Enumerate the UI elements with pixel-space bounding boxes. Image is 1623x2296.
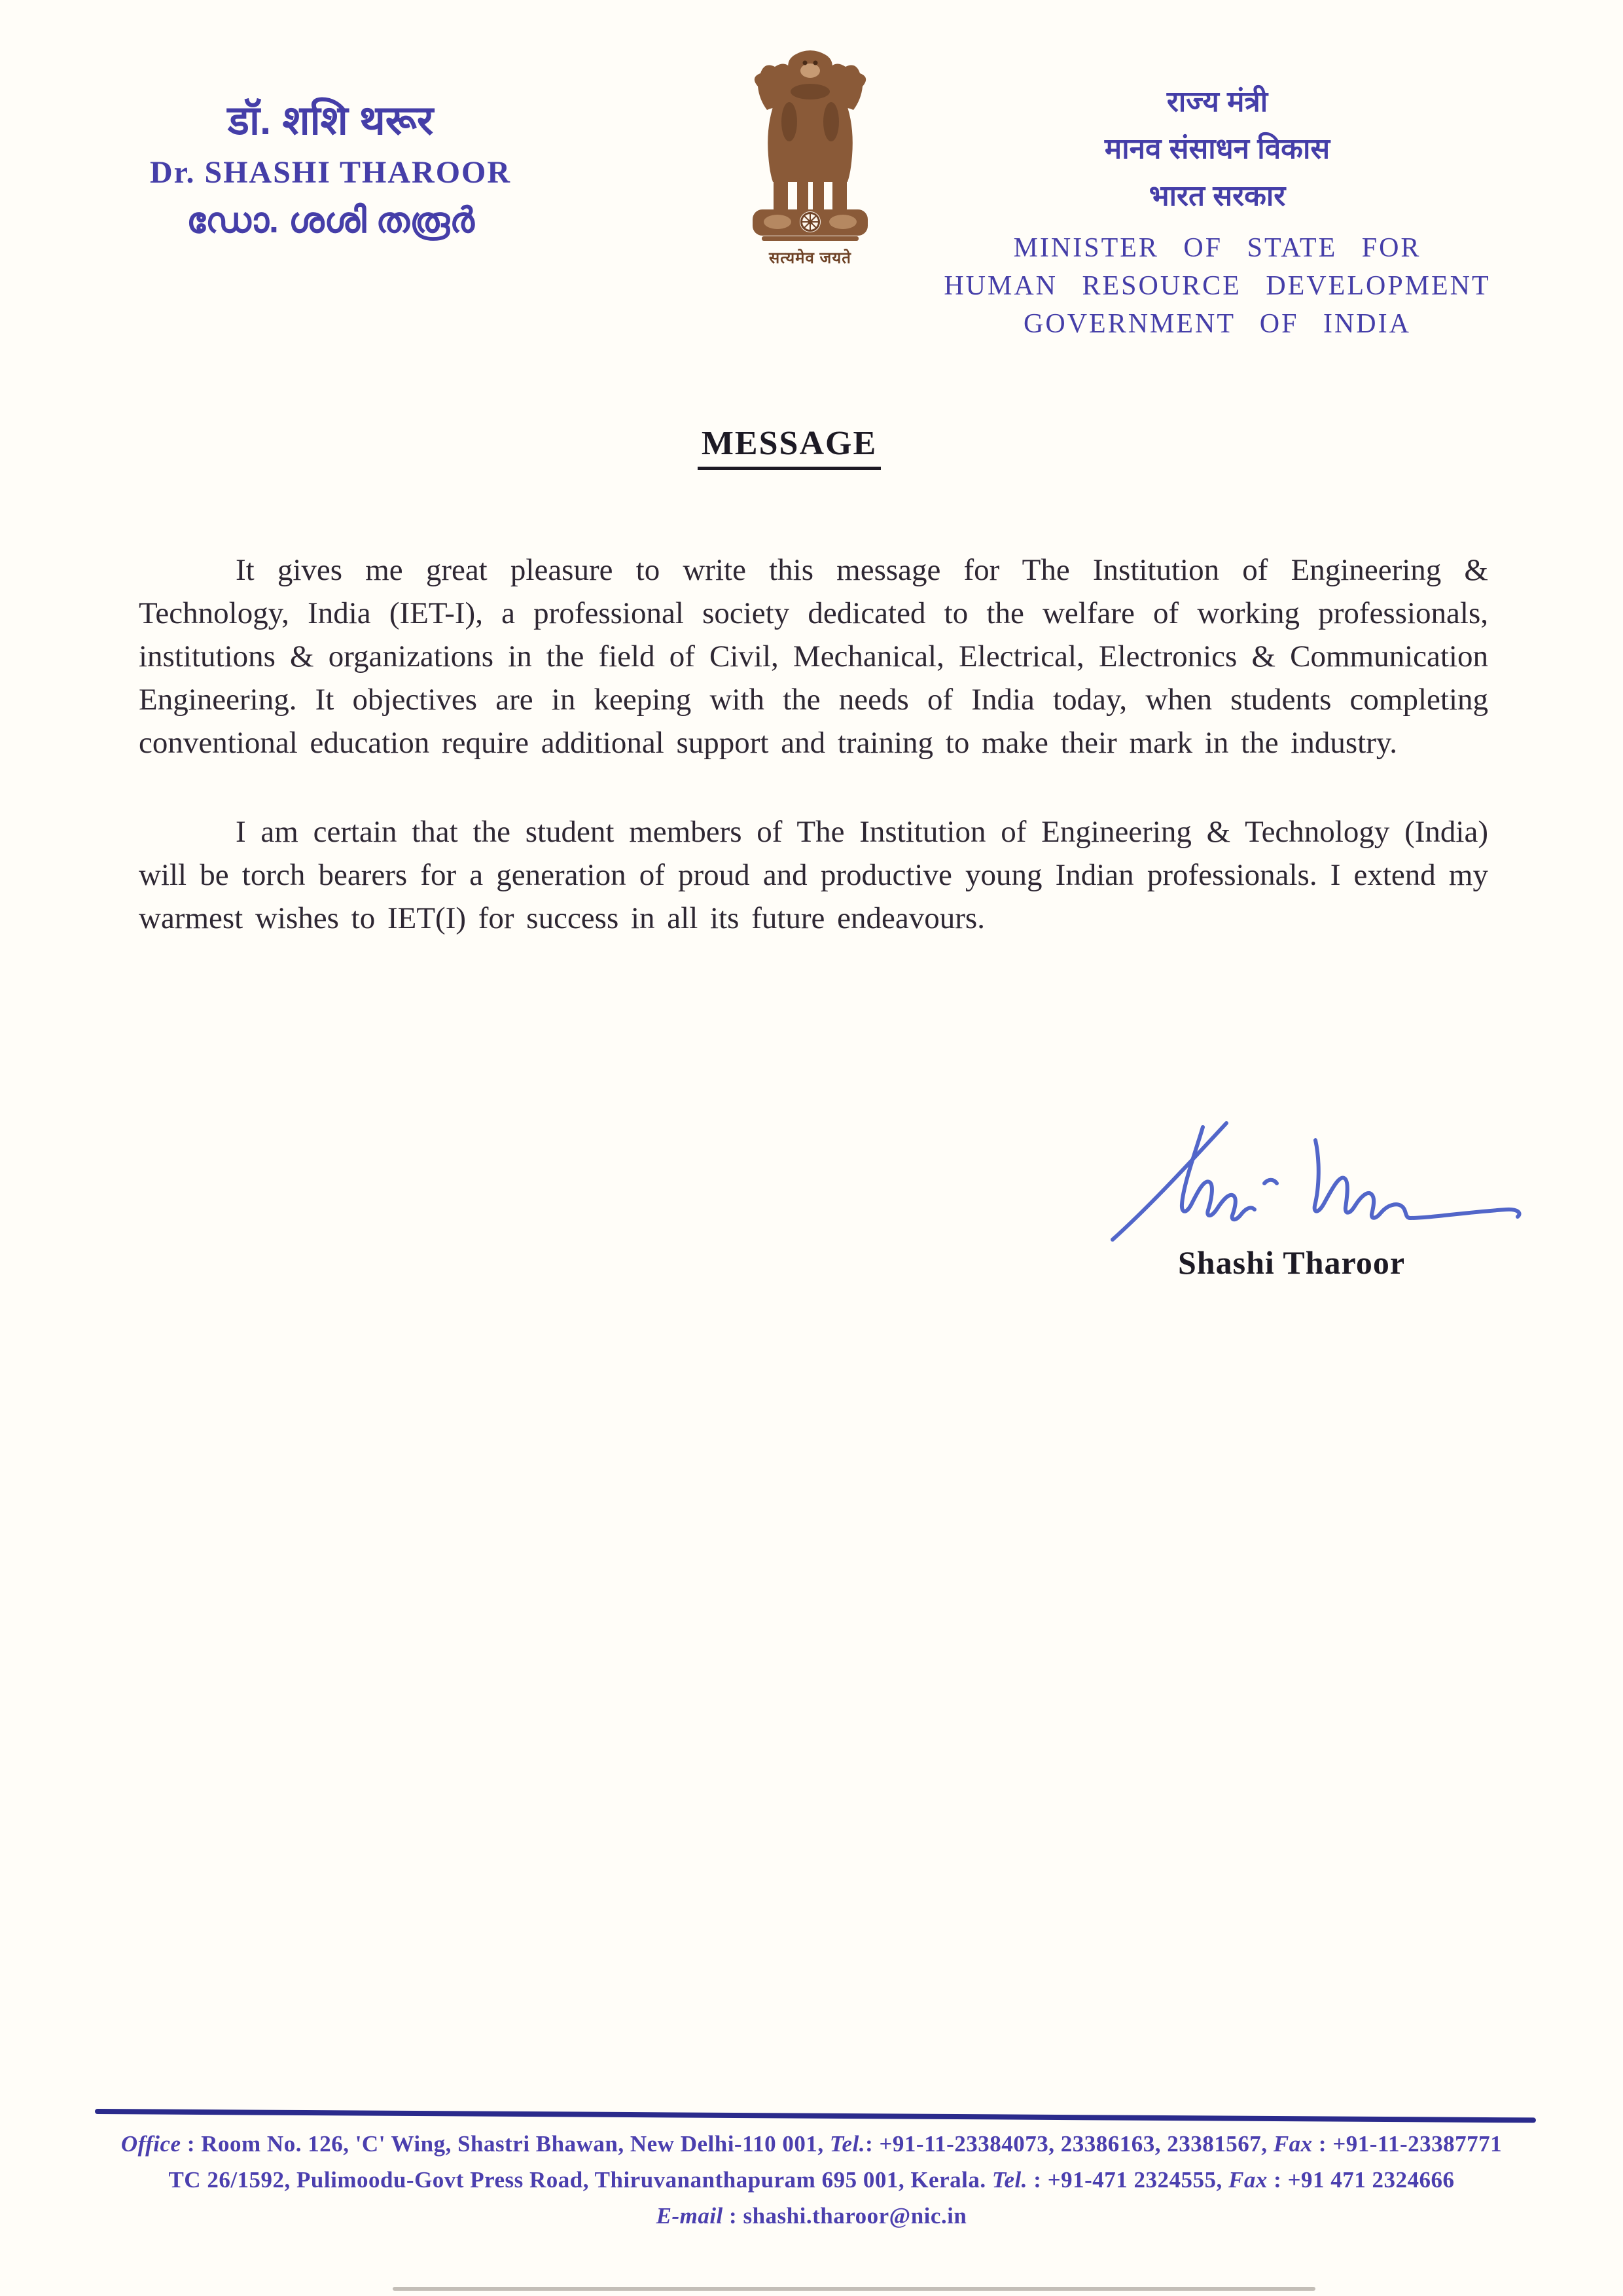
designation-hindi-line3: भारत सरकार <box>1149 180 1286 212</box>
footer-line-2 <box>0 2162 1623 2198</box>
fax-label: Fax <box>1273 2131 1313 2157</box>
signature-block <box>1099 1106 1558 1257</box>
fax-label-2: Fax <box>1228 2167 1268 2193</box>
name-malayalam: ഡോ. ശശി തരൂർ <box>187 201 474 240</box>
kerala-address: TC 26/1592, Pulimoodu-Govt Press Road, Thiruvananthapuram 695 001, Kerala. <box>168 2167 992 2193</box>
email-address: : shashi.tharoor@nic.in <box>722 2203 967 2229</box>
designation-hindi-line1: राज्य मंत्री <box>1166 86 1268 118</box>
designation-english <box>936 229 1499 343</box>
scan-artifact-line <box>393 2287 1315 2291</box>
footer-contact <box>0 2126 1623 2234</box>
signature-handwriting-icon <box>1099 1106 1544 1257</box>
footer-line-3 <box>0 2198 1623 2234</box>
tel-label: Tel. <box>829 2131 866 2157</box>
signatory-name: Shashi Tharoor <box>1178 1244 1406 1281</box>
letter-body <box>139 548 1488 986</box>
name-english: Dr. SHASHI THAROOR <box>149 155 512 190</box>
paragraph-2: I am certain that the student members of The Institution of Engineering & Technology (India) will be torch bearers for a generation of proud and productive young Indian professionals. I extend my warmest wishes to IET(I) for success in all its future endeavours. <box>139 815 1488 935</box>
tel-label-2: Tel. <box>991 2167 1028 2193</box>
footer-divider <box>95 2109 1536 2123</box>
tel-numbers: : +91-11-23384073, 23386163, 23381567, <box>865 2131 1274 2157</box>
designation-hindi-line2: मानव संसाधन विकास <box>1104 133 1330 165</box>
tel-number-2: : +91-471 2324555, <box>1027 2167 1229 2193</box>
state-emblem-block <box>725 43 895 268</box>
designation-english-line2: HUMAN RESOURCE DEVELOPMENT <box>944 271 1491 301</box>
name-hindi: डॉ. शशि थरूर <box>227 98 434 143</box>
letterhead-name-block <box>92 97 569 242</box>
title-row <box>0 424 1578 470</box>
email-label: E-mail <box>656 2203 723 2229</box>
page-title: MESSAGE <box>698 424 881 470</box>
state-emblem-of-india-icon <box>732 43 889 241</box>
designation-block <box>936 84 1499 343</box>
fax-number-2: : +91 471 2324666 <box>1267 2167 1455 2193</box>
designation-english-line1: MINISTER OF STATE FOR <box>1013 233 1421 263</box>
fax-number: : +91-11-23387771 <box>1312 2131 1503 2157</box>
footer-line-1 <box>0 2126 1623 2162</box>
office-label: Office <box>120 2131 181 2157</box>
office-address: : Room No. 126, 'C' Wing, Shastri Bhawan, New Delhi-110 001, <box>181 2131 830 2157</box>
emblem-motto: सत्यमेव जयते <box>769 249 851 267</box>
paragraph-1: It gives me great pleasure to write this message for The Institution of Engineering & Technology, India (IET-I), a professional society dedicated to the welfare of working professionals, institutions & organizations in the field of Civil, Mechanical, Electrical, Electronics & Communication Engineering. It objectives are in keeping with the needs of India today, when students completing conventional education require additional support and training to make their mark in the industry. <box>139 553 1488 760</box>
designation-english-line3: GOVERNMENT OF INDIA <box>1024 309 1411 339</box>
